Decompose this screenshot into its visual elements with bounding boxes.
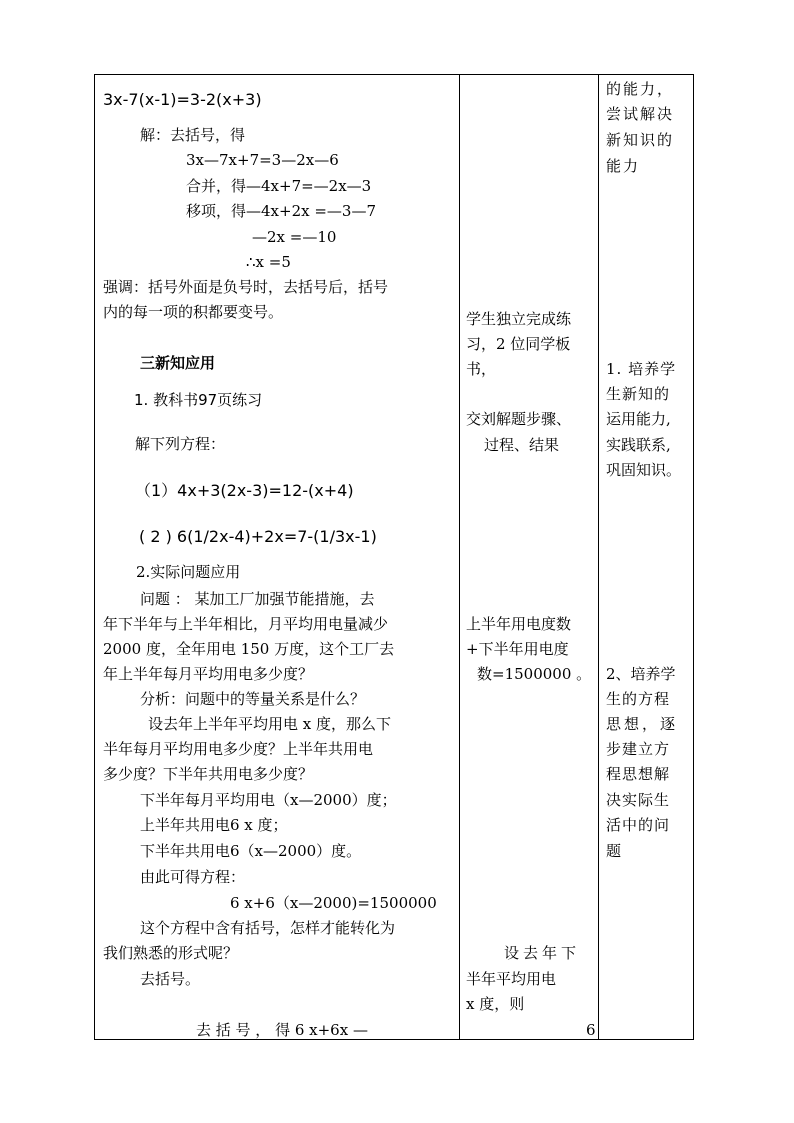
solve-prompt: 解下列方程：	[135, 435, 226, 453]
example-equation: 3x-7(x-1)=3-2(x+3)	[103, 90, 262, 109]
instruction-text: 去括号。	[140, 970, 201, 988]
solution-intro: 解：去括号，得	[140, 126, 246, 144]
intent-text: 活中的问	[606, 816, 671, 834]
word-problem: 问题 ： 某加工厂加强节能措施，去	[140, 590, 375, 608]
intent-text: 2、培养学	[606, 665, 676, 683]
relation-text: 下半年每月平均用电（x—2000）度；	[140, 791, 397, 809]
variable-setup: 6	[586, 1021, 596, 1039]
activity-text: 习，2 位同学板	[466, 335, 571, 353]
solution-step: 3x—7x+7=3—2x—6	[186, 151, 339, 169]
word-problem: 年下半年与上半年相比，月平均用电量减少	[103, 615, 389, 633]
word-problem: 年上半年每月平均用电多少度？	[103, 665, 314, 683]
intent-text: 能力	[606, 157, 641, 175]
intent-text: 实践联系,	[606, 436, 671, 454]
relation-text: 由此可得方程：	[140, 868, 246, 886]
relation-text: 上半年共用电6 x 度；	[140, 816, 288, 834]
analysis-text: 设去年上半年平均用电 x 度，那么下	[148, 715, 391, 733]
emphasis-note: 内的每一项的积都要变号。	[103, 303, 284, 321]
exercise-reference: 1. 教科书97页练习	[134, 391, 263, 409]
intent-text: 题	[606, 842, 622, 860]
solution-step: 移项，得—4x+2x =—3—7	[186, 202, 376, 220]
section-heading: 三新知应用	[140, 354, 216, 372]
analysis-text: 半年每月平均用电多少度？上半年共用电	[103, 740, 374, 758]
intent-text: 程思想解	[606, 765, 671, 783]
exercise-problem-1: （1）4x+3(2x-3)=12-(x+4)	[135, 481, 354, 500]
intent-text: 运用能力,	[606, 410, 671, 428]
intent-text: 决实际生	[606, 791, 671, 809]
solution-result: ∴x =5	[246, 253, 291, 271]
emphasis-note: 强调：括号外面是负号时，去括号后，括号	[103, 278, 389, 296]
variable-setup: 半年平均用电	[466, 970, 557, 988]
expansion-step: 去 括 号 ， 得 6 x+6x —	[196, 1021, 368, 1039]
solution-step: —2x =—10	[252, 228, 337, 246]
question-text: 我们熟悉的形式呢？	[103, 944, 239, 962]
equality-relation: +下半年用电度	[466, 640, 569, 658]
column-divider-1	[459, 75, 460, 1039]
variable-setup: 设去年下	[504, 944, 581, 962]
activity-text: 交刘解题步骤、	[466, 410, 572, 428]
derived-equation: 6 x+6（x—2000)=1500000	[230, 894, 437, 912]
relation-text: 下半年共用电6（x—2000）度。	[140, 842, 362, 860]
intent-text: 巩固知识。	[606, 461, 682, 479]
exercise-problem-2: ( 2 ) 6(1/2x-4)+2x=7-(1/3x-1)	[139, 527, 377, 546]
intent-text: 的能力，	[606, 80, 675, 98]
equality-relation: 数=1500000 。	[477, 665, 592, 683]
question-text: 这个方程中含有括号，怎样才能转化为	[140, 919, 396, 937]
intent-text: 尝试解决	[606, 105, 675, 123]
analysis-text: 分析：问题中的等量关系是什么？	[140, 690, 366, 708]
intent-text: 生的方程	[606, 690, 671, 708]
analysis-text: 多少度？下半年共用电多少度？	[103, 765, 314, 783]
activity-text: 学生独立完成练	[466, 310, 572, 328]
variable-setup: x 度，则	[466, 995, 525, 1013]
intent-text: 步建立方	[606, 740, 671, 758]
column-divider-2	[598, 75, 599, 1039]
intent-text: 新知识的	[606, 131, 675, 149]
activity-text: 过程、结果	[484, 436, 560, 454]
subsection-heading: 2.实际问题应用	[136, 563, 241, 581]
equality-relation: 上半年用电度数	[466, 615, 572, 633]
activity-text: 书，	[466, 360, 497, 378]
intent-text: 1. 培养学	[606, 360, 677, 378]
intent-text: 思想，逐	[606, 715, 679, 733]
intent-text: 生新知的	[606, 385, 671, 403]
word-problem: 2000 度，全年用电 150 万度，这个工厂去	[103, 640, 395, 658]
solution-step: 合并，得—4x+7=—2x—3	[186, 177, 372, 195]
